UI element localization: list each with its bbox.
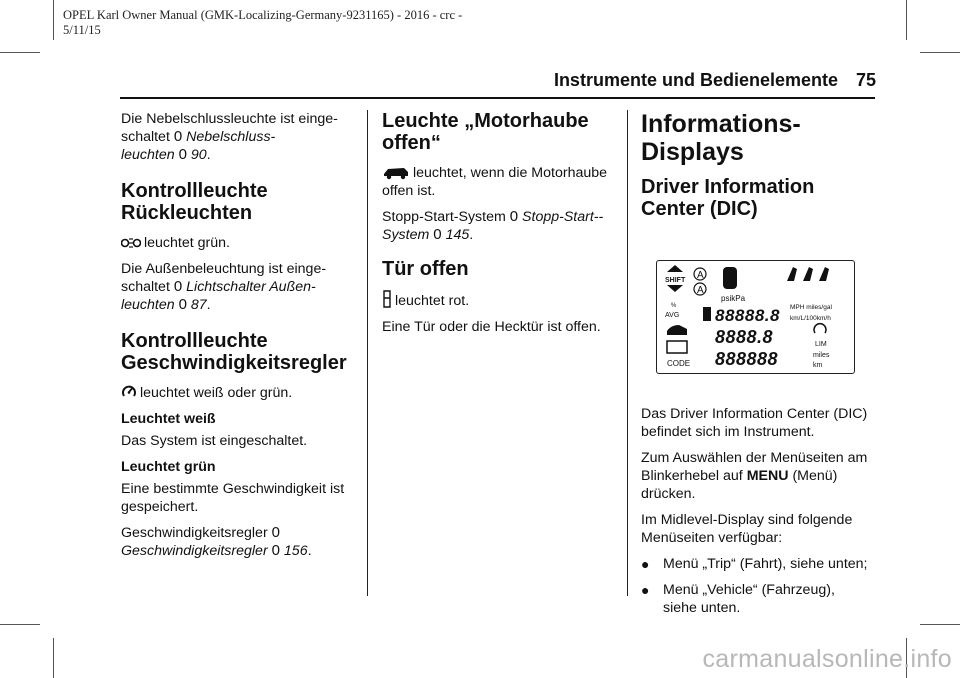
- shift-up-icon: [667, 265, 683, 272]
- reference-arrow: 0: [173, 278, 183, 295]
- reference-link[interactable]: leuchten: [121, 147, 175, 163]
- hood-open-icon: [382, 166, 410, 180]
- header-rule: [120, 97, 875, 99]
- reference-arrow: 0: [173, 128, 183, 145]
- meta-line: 5/11/15: [63, 23, 101, 37]
- heading-line: Leuchte „Motorhaube: [382, 110, 589, 132]
- heading-line: Kontrollleuchte: [121, 180, 268, 202]
- reference-link[interactable]: System: [382, 227, 430, 243]
- crop-mark: [53, 638, 54, 678]
- reference-page: 145: [445, 227, 470, 243]
- crop-mark: [0, 52, 40, 53]
- body-text: gespeichert.: [121, 499, 199, 515]
- reference-page: 90: [190, 147, 207, 163]
- unit-km-l: km/L/100km/h: [790, 315, 831, 322]
- code-label: CODE: [667, 359, 691, 368]
- miles-label: miles: [813, 352, 830, 359]
- section-title: Instrumente und Bedienelemente: [553, 70, 838, 90]
- heading-cruise-control: [121, 330, 357, 374]
- heading-hood-open: [382, 110, 622, 154]
- column-divider: [367, 110, 368, 596]
- document-meta: [63, 8, 543, 38]
- heading-door-open: Tür offen: [382, 258, 469, 280]
- menu-keyword: MENU: [746, 468, 789, 484]
- heading-line: Geschwindigkeitsregler: [121, 352, 347, 374]
- avg-label: AVG: [665, 312, 680, 319]
- reference-arrow: 0: [271, 542, 280, 559]
- heading-dic: [641, 176, 881, 220]
- heading-line: Driver Information: [641, 176, 815, 198]
- pressure-units: psikPa: [721, 294, 746, 303]
- body-text: Die Außenbeleuchtung ist einge-: [121, 261, 327, 277]
- dic-display-illustration: [656, 260, 855, 374]
- column-right: [641, 110, 881, 230]
- body-text: Im Midlevel-Display sind folgende: [641, 512, 853, 528]
- body-text: leuchtet grün.: [144, 235, 230, 251]
- body-text: leuchtet weiß oder grün.: [140, 385, 293, 401]
- crop-mark: [920, 52, 960, 53]
- body-text: Stopp-Start-System: [382, 209, 506, 225]
- list-item-line: siehe unten.: [663, 600, 741, 616]
- lim-label: LIM: [815, 341, 827, 348]
- reference-link[interactable]: Nebelschluss-: [186, 129, 276, 145]
- body-text: (Menü): [792, 468, 838, 484]
- body-text: Zum Auswählen der Menüseiten am: [641, 450, 868, 466]
- list-item: [641, 555, 881, 573]
- body-text: Das Driver Information Center (DIC): [641, 406, 868, 422]
- seatbelt-icons: [787, 267, 829, 281]
- heading-line: Rückleuchten: [121, 202, 253, 224]
- meta-line: OPEL Karl Owner Manual (GMK-Localizing-Germany-9231165) - 2016 - crc -: [63, 8, 463, 22]
- body-text: Menüseiten verfügbar:: [641, 530, 783, 546]
- digits-row3: 888888: [715, 349, 779, 369]
- crop-mark: [0, 624, 40, 625]
- list-item: [641, 581, 881, 617]
- body-text: schaltet: [121, 129, 170, 145]
- crop-mark: [906, 0, 907, 40]
- page-number: 75: [855, 70, 876, 90]
- body-text: Eine Tür oder die Hecktür ist offen.: [382, 319, 601, 335]
- body-text: befindet sich im Instrument.: [641, 424, 815, 440]
- unit-mph-gal: MPH miles/gal: [790, 304, 832, 311]
- body-text: Die Nebelschlussleuchte ist einge-: [121, 111, 338, 127]
- dic-display-drawing: [657, 261, 854, 373]
- reference-link[interactable]: Stopp-Start--: [522, 209, 604, 225]
- digits-row2: 8888.8: [715, 327, 774, 347]
- heading-line: Center (DIC): [641, 198, 758, 220]
- body-text: Geschwindigkeitsregler: [121, 525, 268, 541]
- watermark: carmanualsonline.info: [702, 645, 952, 673]
- heading-tail-lights: [121, 180, 357, 224]
- reference-arrow: 0: [509, 208, 519, 225]
- body-text: leuchtet rot.: [395, 293, 470, 309]
- subheading-white: Leuchtet weiß: [121, 411, 216, 427]
- list-item-line: Menü „Vehicle“ (Fahrzeug),: [663, 582, 835, 598]
- reference-arrow: 0: [433, 226, 442, 243]
- column-divider: [627, 110, 628, 596]
- door-open-icon: [382, 290, 392, 308]
- car-icon: [667, 325, 687, 335]
- heading-information-displays: Informations-Displays: [641, 110, 801, 166]
- auto-label: A: [697, 285, 704, 296]
- body-text: Das System ist eingeschaltet.: [121, 433, 308, 449]
- km-label: km: [813, 362, 823, 369]
- body-text: Blinkerhebel auf: [641, 468, 743, 484]
- shift-down-icon: [667, 285, 683, 292]
- column-middle: Leuchte „Motorhaube offen“ leuchtet, wenn die Motorhaube offen ist. Stopp-Start-System 0 Stopp-Start-- System 0 145. Tür offen leuchtet rot. Eine Tür oder die Hecktür ist offen.: [382, 110, 622, 344]
- reference-link[interactable]: Geschwindigkeitsregler: [121, 543, 268, 559]
- column-left: Die Nebelschlussleuchte ist einge- schaltet 0 Nebelschluss- leuchten 0 90. Kontrollleuchte Rückleuchten leuchtet grün. Die Außenbeleuchtung ist einge- schaltet 0 Lichtschalter Außen- leuchten 0 87. Kontrollleuchte Geschwindigkeitsregler leuchtet weiß oder grün. Leuchtet weiß Das System ist eingeschaltet. Leuchtet grün Eine bestimmte Geschwindigkeit ist gespeichert. Geschwindigkeitsregler 0 Geschwindigkeitsregler 0 156.: [121, 110, 357, 568]
- body-text: offen ist.: [382, 183, 436, 199]
- body-text: Eine bestimmte Geschwindigkeit ist: [121, 481, 345, 497]
- cruise-control-icon: [121, 384, 137, 400]
- reference-link[interactable]: Lichtschalter Außen-: [186, 279, 316, 295]
- reference-page: 156: [283, 543, 308, 559]
- reference-page: 87: [190, 297, 207, 313]
- crop-mark: [53, 0, 54, 40]
- percent-label: %: [671, 303, 677, 309]
- reference-arrow: 0: [178, 146, 187, 163]
- tire-icon: [723, 267, 737, 289]
- body-text: drücken.: [641, 486, 696, 502]
- body-text: schaltet: [121, 279, 170, 295]
- reference-arrow: 0: [178, 296, 187, 313]
- bullet-icon: ●: [641, 582, 650, 598]
- crop-mark: [920, 624, 960, 625]
- subheading-green: Leuchtet grün: [121, 459, 216, 475]
- tail-light-icon: [121, 236, 141, 250]
- list-item-text: Menü „Trip“ (Fahrt), siehe unten;: [663, 556, 868, 572]
- fuel-icon: [703, 307, 711, 321]
- heading-line: offen“: [382, 132, 441, 154]
- digits-row1: 88888.8: [715, 306, 780, 325]
- speed-limit-icon: [814, 324, 826, 333]
- auto-label: A: [697, 270, 704, 281]
- reference-link[interactable]: leuchten: [121, 297, 175, 313]
- shift-label: SHIFT: [665, 277, 686, 284]
- bullet-icon: ●: [641, 556, 650, 572]
- reference-arrow: 0: [271, 524, 280, 541]
- heading-line: Kontrollleuchte: [121, 330, 268, 352]
- list-item-text: [663, 581, 881, 617]
- info-icon: [667, 341, 687, 353]
- column-right-lower: [641, 405, 881, 625]
- body-text: leuchtet, wenn die Motorhaube: [413, 165, 608, 181]
